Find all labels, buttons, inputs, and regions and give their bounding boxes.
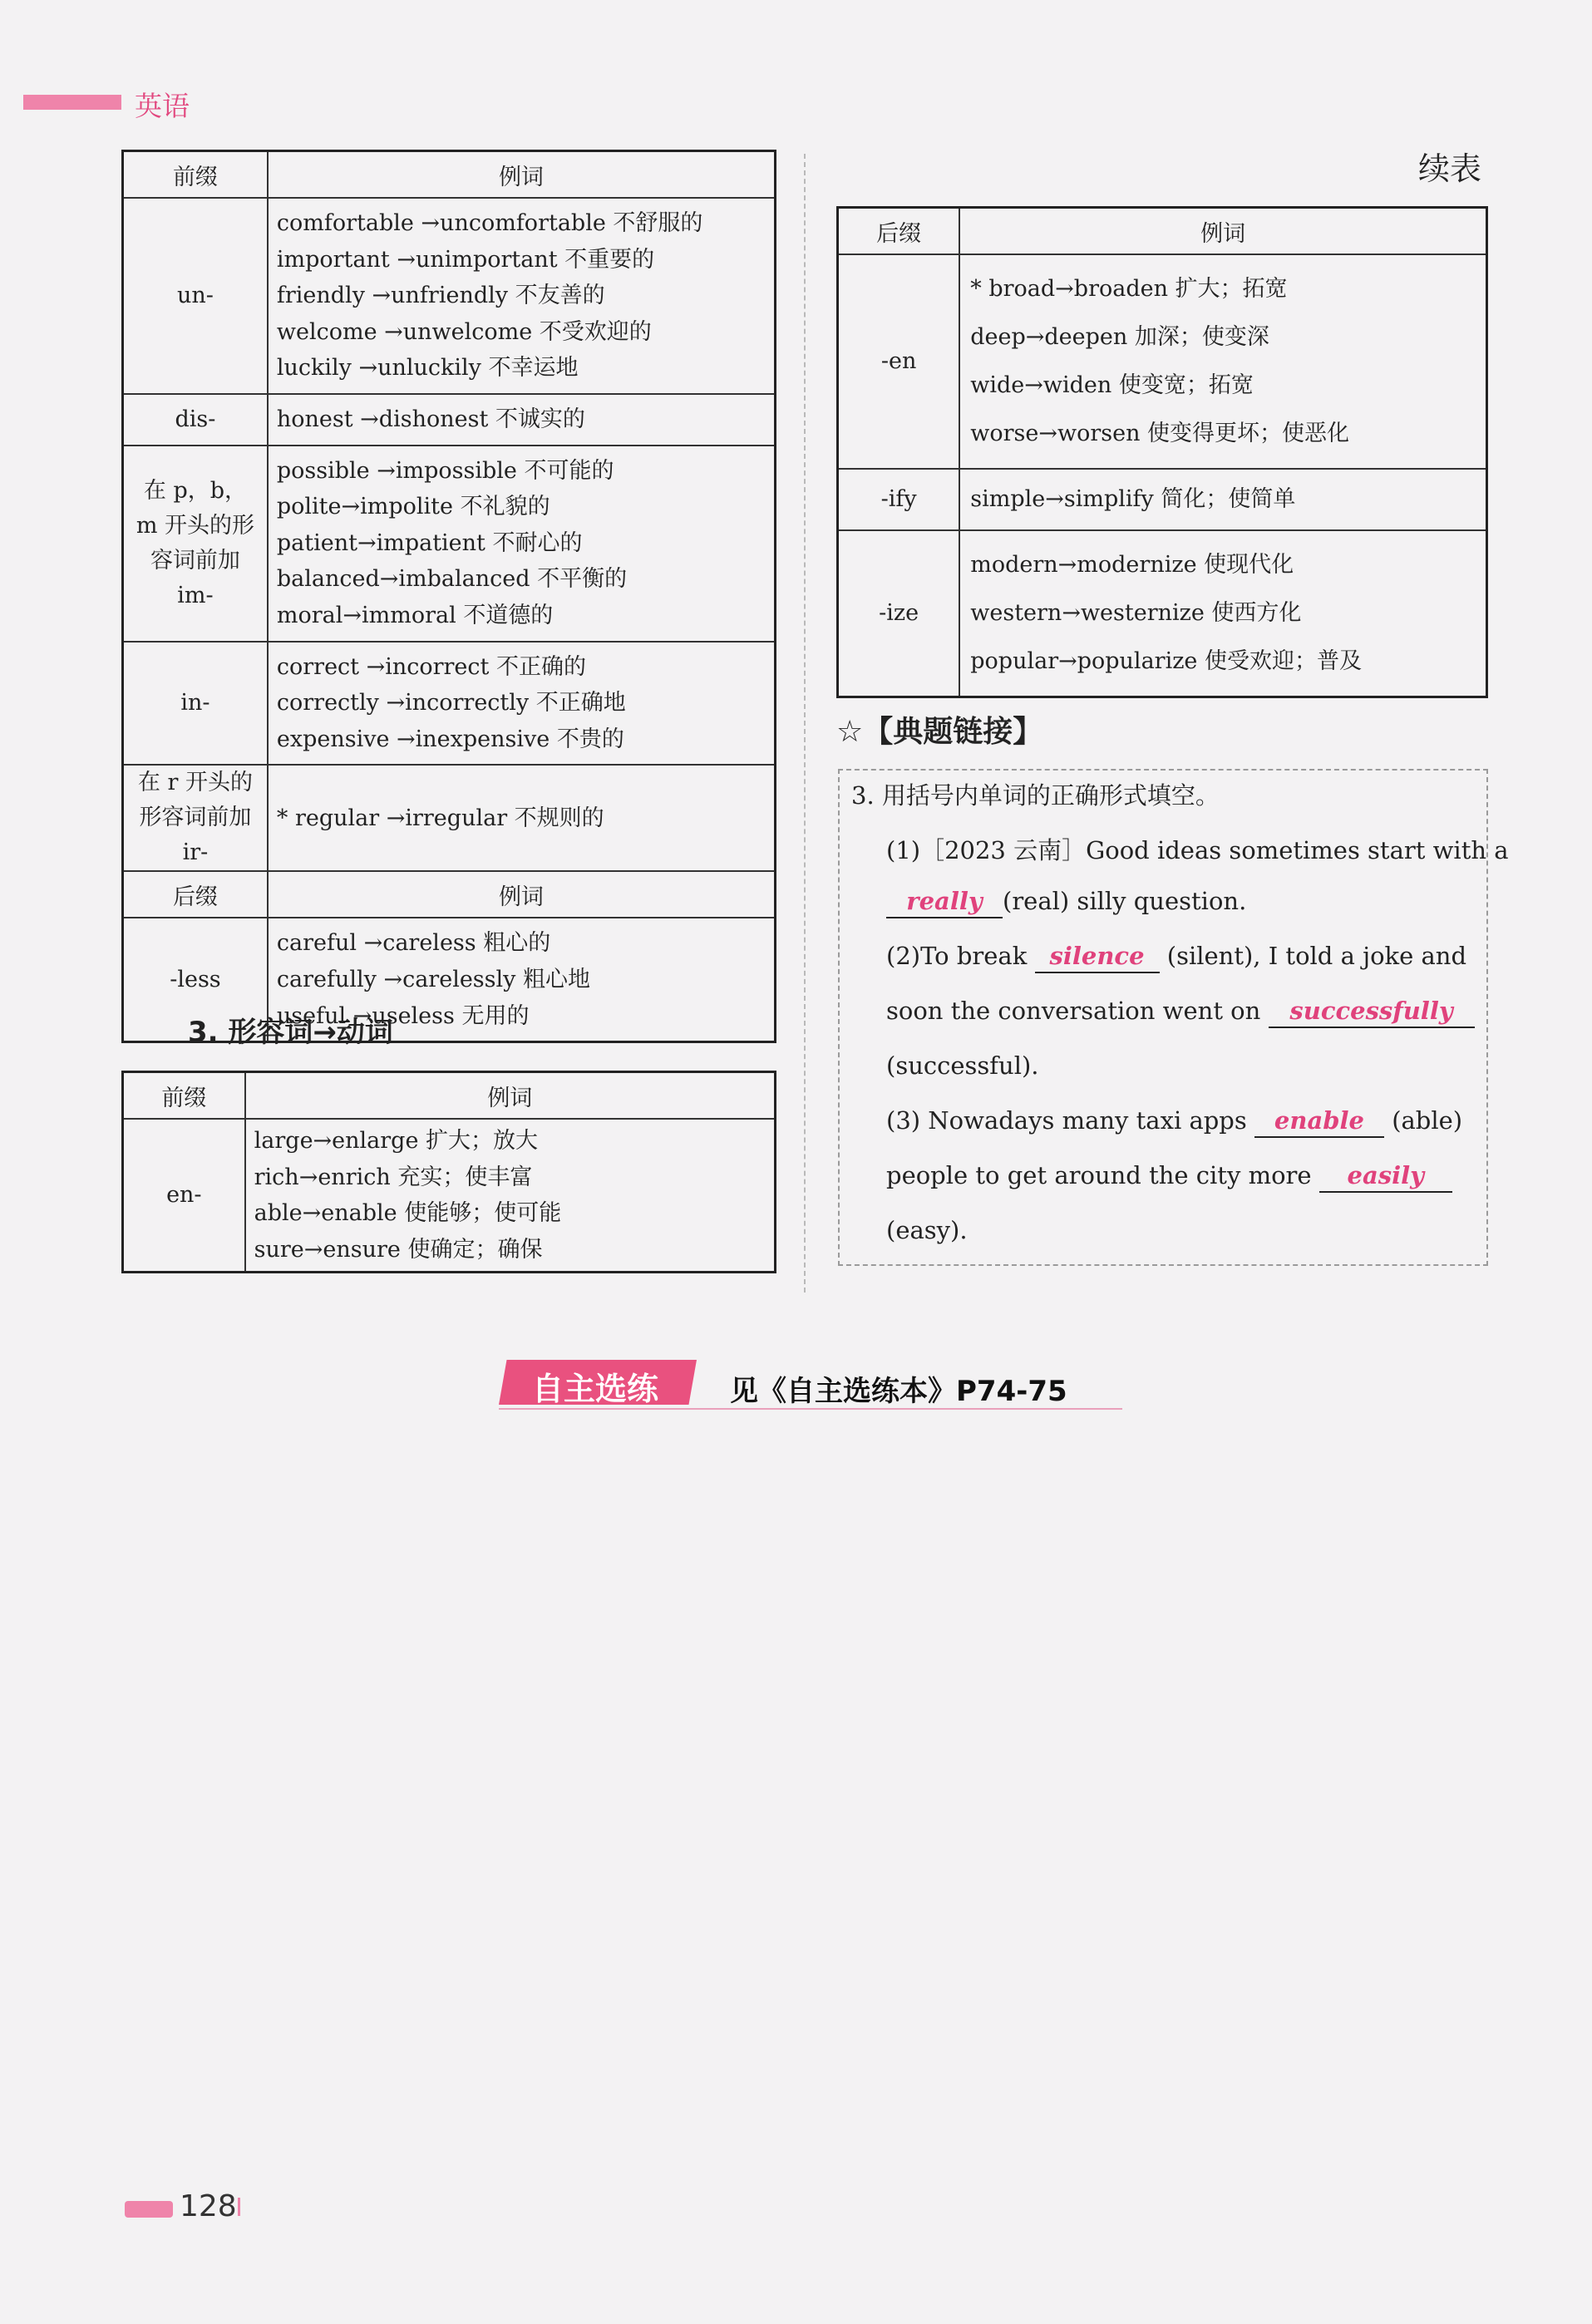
question-stem: 3. 用括号内单词的正确形式填空。 [851, 781, 1220, 810]
practice-badge-label: 自主选练 [532, 1371, 659, 1407]
answer-easily: easily [1319, 1161, 1452, 1193]
table-header-row [838, 208, 1487, 255]
subject-label: 英语 [135, 90, 190, 122]
example-line: large→enlarge 扩大；放大 [254, 1128, 539, 1154]
suffix-label: -less [123, 918, 268, 1041]
table-row [123, 198, 776, 394]
example-line: * broad→broaden 扩大；拓宽 [970, 276, 1288, 302]
example-line: welcome →unwelcome 不受欢迎的 [276, 318, 652, 345]
answer-silence: silence [1035, 942, 1160, 973]
suffix-label: -ify [838, 469, 960, 530]
example-line: worse→worsen 使变得更坏；使恶化 [970, 421, 1350, 446]
header-examples: 例词 [245, 1072, 776, 1120]
table-row [123, 446, 776, 642]
example-line: wide→widen 使变宽；拓宽 [970, 372, 1254, 398]
q2-head: (2)To break [886, 942, 1028, 970]
q1-tail: (real) silly question. [1003, 887, 1247, 915]
example-cell [245, 1119, 776, 1273]
example-line: useful →useless 无用的 [276, 1002, 530, 1029]
example-line: correctly →incorrectly 不正确地 [276, 690, 626, 716]
question-box [838, 769, 1509, 1266]
example-line: balanced→imbalanced 不平衡的 [276, 566, 628, 593]
header-prefix: 前缀 [123, 151, 268, 199]
example-cell [268, 765, 776, 871]
header-accent-bar [23, 95, 121, 110]
q3-line-2 [886, 1161, 1452, 1193]
table-row [838, 469, 1487, 530]
example-line: modern→modernize 使现代化 [970, 552, 1294, 578]
example-line: comfortable →uncomfortable 不舒服的 [276, 210, 703, 236]
example-line: sure→ensure 使确定；确保 [254, 1236, 543, 1263]
q3-line-3: (easy). [886, 1216, 968, 1244]
example-line: deep→deepen 加深；使变深 [970, 324, 1269, 350]
q1-line-1: (1)［2023 云南］Good ideas sometimes start with a [886, 836, 1509, 864]
example-line: carefully →carelessly 粗心地 [276, 966, 590, 992]
practice-underline [499, 1408, 1122, 1410]
page-number-bar [125, 2201, 173, 2218]
suffix-label: -en [838, 254, 960, 469]
q2-line-2 [886, 997, 1475, 1028]
example-line: simple→simplify 简化；使简单 [970, 486, 1296, 513]
answer-really: really [886, 887, 1003, 918]
table-row [123, 394, 776, 446]
header-suffix: 后缀 [838, 208, 960, 255]
table-row [838, 530, 1487, 697]
q2-mid: (silent), I told a joke and [1166, 942, 1467, 970]
example-line: patient→impatient 不耐心的 [276, 529, 583, 556]
header-examples: 例词 [268, 151, 776, 199]
example-line: * regular →irregular 不规则的 [276, 805, 604, 831]
table-row [838, 254, 1487, 469]
example-cell [268, 394, 776, 446]
prefix-label: in- [123, 642, 268, 766]
answer-successfully: successfully [1269, 997, 1475, 1028]
example-line: polite→impolite 不礼貌的 [276, 494, 550, 520]
answer-enable: enable [1254, 1106, 1384, 1138]
example-line: moral→immoral 不道德的 [276, 602, 554, 628]
prefix-label: en- [123, 1119, 245, 1273]
table-header-row [123, 1072, 776, 1120]
example-cell [268, 642, 776, 766]
prefix-label: 在 p，b，m 开头的形容词前加 im- [123, 446, 268, 642]
example-cell [959, 530, 1486, 697]
example-line: rich→enrich 充实；使丰富 [254, 1164, 533, 1190]
example-line: luckily →unluckily 不幸运地 [276, 355, 579, 382]
q3-head: (3) Nowadays many taxi apps [886, 1106, 1247, 1135]
example-line: careful →careless 粗心的 [276, 930, 551, 957]
prefix-label: dis- [123, 394, 268, 446]
example-cell [959, 469, 1486, 530]
continued-table-title: 续表 [1418, 150, 1482, 187]
table-row [123, 765, 776, 871]
page-number-tick [238, 2198, 240, 2216]
header-examples: 例词 [959, 208, 1486, 255]
example-line: important →unimportant 不重要的 [276, 246, 655, 273]
table-header-row [123, 151, 776, 199]
suffix-table-continued [836, 206, 1488, 698]
example-line: correct →incorrect 不正确的 [276, 653, 586, 680]
q3-mid: (able) [1392, 1106, 1463, 1135]
example-line: expensive →inexpensive 不贵的 [276, 726, 624, 752]
header-suffix: 后缀 [123, 871, 268, 918]
prefix-table [121, 150, 776, 1043]
header-prefix: 前缀 [123, 1072, 245, 1120]
example-line: friendly →unfriendly 不友善的 [276, 283, 605, 309]
example-line: popular→popularize 使受欢迎；普及 [970, 648, 1362, 674]
q2-line-1 [886, 942, 1466, 973]
table-header-row [123, 871, 776, 918]
example-cell [268, 446, 776, 642]
page-number: 128 [180, 2189, 237, 2223]
example-line: western→westernize 使西方化 [970, 600, 1302, 626]
example-line: honest →dishonest 不诚实的 [276, 406, 585, 432]
q1-line-2 [886, 887, 1246, 918]
table-row [123, 1119, 776, 1273]
suffix-label: -ize [838, 530, 960, 697]
typical-question-title: ☆【典题链接】 [836, 715, 1043, 749]
column-divider [804, 154, 806, 1292]
section-heading: 3. 形容词→动词 [188, 1016, 393, 1049]
example-line: able→enable 使能够；使可能 [254, 1200, 562, 1227]
prefix-label: un- [123, 198, 268, 394]
example-line: possible →impossible 不可能的 [276, 457, 614, 484]
example-cell [959, 254, 1486, 469]
practice-reference: 见《自主选练本》P74-75 [730, 1375, 1067, 1408]
header-examples: 例词 [268, 871, 776, 918]
adj-verb-table [121, 1071, 776, 1273]
table-row [123, 642, 776, 766]
q2-cont: soon the conversation went on [886, 997, 1261, 1025]
q2-line-3: (successful). [886, 1051, 1039, 1080]
prefix-label: 在 r 开头的形容词前加 ir- [123, 765, 268, 871]
example-cell [268, 198, 776, 394]
q3-line-1 [886, 1106, 1462, 1138]
q3-cont: people to get around the city more [886, 1161, 1312, 1189]
